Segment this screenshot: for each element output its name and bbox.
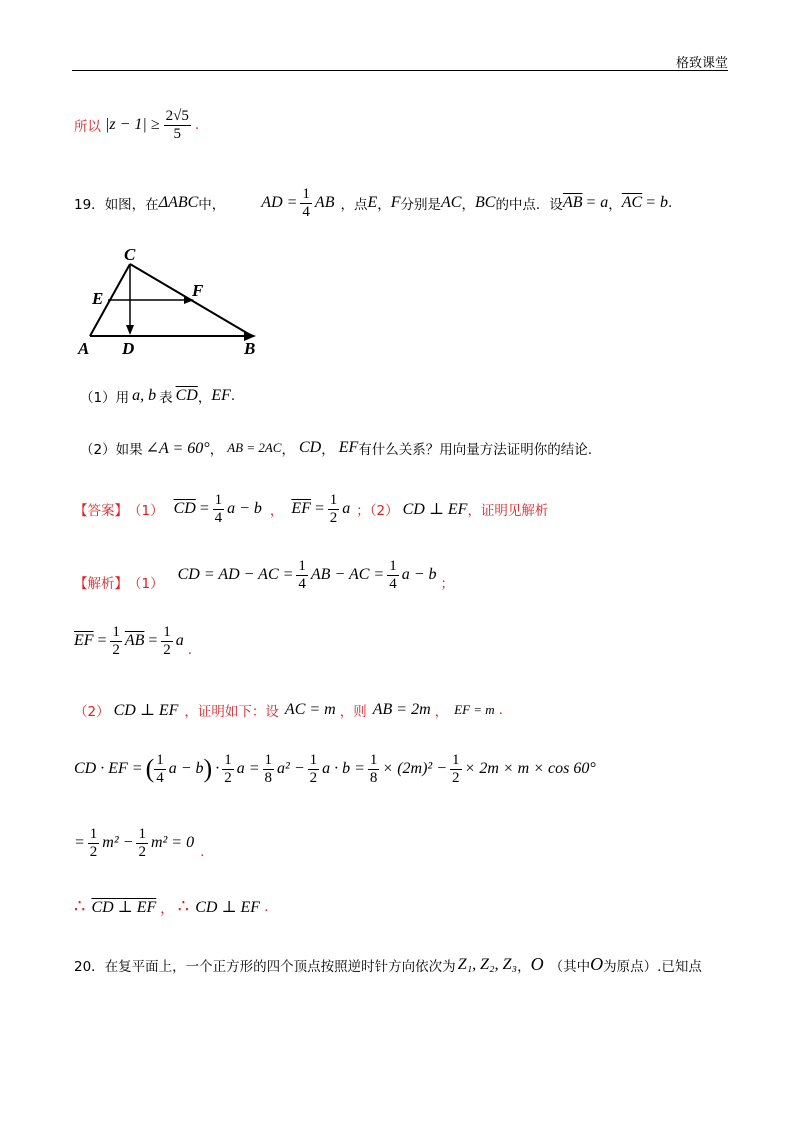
therefore-symbol-2: ∴ — [177, 896, 190, 917]
answer-r1: a − b — [227, 500, 262, 517]
label-d: D — [122, 339, 135, 358]
analysis-l4-frac2 — [222, 752, 234, 786]
analysis-l4-frac3 — [263, 752, 275, 786]
answer-r2: a — [342, 500, 351, 517]
analysis-frac4-num: 1 — [163, 624, 171, 640]
q20-number: 20． — [74, 958, 105, 975]
label-e: E — [92, 289, 104, 308]
answer-comma: ， — [269, 503, 284, 519]
part1-text-3: . — [230, 388, 236, 404]
q19-ac: AC — [441, 194, 462, 211]
answer-frac2-num: 1 — [329, 492, 338, 508]
analysis-t4: . — [498, 702, 503, 718]
analysis-l4e: a² − — [277, 760, 305, 777]
analysis-frac3-den: 2 — [112, 641, 120, 658]
answer-tail: ，证明见解析 — [467, 503, 549, 519]
answer-line — [74, 492, 548, 526]
analysis-l4-frac4 — [308, 752, 320, 786]
analysis-line-1 — [74, 558, 454, 592]
analysis-l4-frac6-den: 2 — [452, 769, 460, 786]
analysis-l4-frac3-den: 8 — [264, 769, 273, 786]
label-b: B — [244, 339, 256, 358]
analysis-l4a: CD · EF = — [74, 760, 143, 777]
q19-text-6: ， — [461, 197, 475, 213]
q20-z-points: Z₁, Z₂, Z₃ — [457, 955, 518, 973]
conclusion-vector: CD ⊥ EF — [91, 898, 157, 916]
paren-open: ( — [145, 754, 155, 783]
prev-prefix: 所以 — [74, 119, 101, 135]
analysis-frac3-num: 1 — [112, 624, 120, 640]
analysis-l4-frac5-num: 1 — [369, 752, 378, 768]
conclusion-mid: ， — [160, 900, 174, 917]
part2-angle: ∠A = 60° — [145, 440, 210, 457]
label-c: C — [124, 245, 136, 264]
analysis-l2-end: . — [187, 642, 192, 658]
header-rule — [72, 70, 728, 71]
analysis-l1-end: ； — [440, 576, 454, 592]
q19-text-4: ， — [377, 197, 391, 213]
analysis-l4d: a = — [236, 760, 260, 777]
part2-text-2: ， — [281, 442, 295, 458]
analysis-frac1 — [296, 558, 308, 592]
q20-statement — [74, 954, 702, 975]
q19-frac-den: 4 — [302, 203, 310, 220]
analysis-l5-frac2-num: 1 — [138, 826, 146, 842]
answer-ef: $\overline{EF}$ — [291, 500, 311, 517]
q19-point-e: E — [367, 194, 378, 211]
analysis-l1c: a − b — [401, 566, 437, 583]
part2-ef: EF — [338, 439, 359, 456]
analysis-frac2-num: 1 — [389, 558, 397, 574]
analysis-frac1-num: 1 — [298, 558, 306, 574]
analysis-l1a: CD = AD − AC = — [177, 566, 294, 583]
answer-tag: 【答案】 — [74, 503, 128, 519]
prev-frac-den: 5 — [173, 125, 181, 142]
analysis-t2: ，则 — [339, 704, 367, 720]
analysis-part1: （1） — [128, 576, 164, 592]
analysis-l4-frac1-num: 1 — [156, 752, 164, 768]
q20-text-4: 为原点）.已知点 — [603, 958, 702, 975]
analysis-l4c: · — [215, 760, 220, 777]
q19-triangle: ΔABC — [158, 194, 199, 211]
answer-eq1: = — [198, 500, 210, 517]
header-brand: 格致课堂 — [675, 56, 728, 71]
q20-text-3: （其中 — [549, 958, 591, 975]
analysis-t1: ，证明如下：设 — [184, 704, 279, 720]
analysis-l4-frac4-den: 2 — [309, 769, 318, 786]
analysis-l4-frac4-num: 1 — [309, 752, 318, 768]
analysis-tag: 【解析】 — [74, 576, 128, 592]
analysis-frac3 — [110, 624, 122, 658]
analysis-ac: AC = m — [284, 701, 336, 718]
analysis-l4-frac2-num: 1 — [224, 752, 232, 768]
prev-conclusion — [74, 108, 199, 142]
q20-text-2: ， — [517, 958, 531, 975]
analysis-line-4 — [74, 752, 596, 786]
label-a: A — [78, 339, 90, 358]
analysis-perp: CD ⊥ EF — [113, 702, 179, 719]
q19-text-8: ， — [608, 197, 622, 213]
q19-vector-ac: $\overline{AC}$ — [621, 194, 643, 211]
analysis-l4-frac6-num: 1 — [452, 752, 460, 768]
q19-number: 19． — [74, 197, 105, 213]
q19-eq-b: = b — [645, 194, 669, 211]
prev-end: . — [194, 117, 200, 133]
analysis-l4-frac5-den: 8 — [369, 769, 378, 786]
conclusion-line: CD ⊥ EF — [195, 898, 261, 916]
analysis-l5a: = — [74, 834, 85, 851]
analysis-l2-a: a — [175, 632, 184, 649]
answer-frac1 — [213, 492, 225, 526]
q19-part1 — [80, 386, 235, 406]
analysis-part2: （2） — [74, 704, 110, 720]
q19-text-1: 如图，在 — [104, 197, 159, 213]
analysis-l4-frac1 — [154, 752, 166, 786]
q19-ab: AB — [314, 194, 335, 211]
answer-semi: ；（2） — [356, 503, 399, 519]
part1-ab: a, b — [132, 387, 157, 404]
analysis-l5-frac1-den: 2 — [89, 843, 98, 860]
analysis-frac2-den: 4 — [389, 575, 397, 592]
answer-frac1-num: 1 — [214, 492, 223, 508]
conclusion-end: . — [264, 898, 269, 915]
part1-label: （1）用 — [80, 390, 130, 406]
answer-eq2: = — [313, 500, 325, 517]
analysis-l5-frac2 — [136, 826, 148, 860]
therefore-symbol-1: ∴ — [74, 896, 86, 917]
analysis-l2-ef: $\overline{EF}$ — [74, 632, 94, 649]
q19-text-5: 分别是 — [400, 197, 442, 213]
part2-text-1: ， — [209, 442, 224, 458]
q19-text-2: 中， — [198, 197, 226, 213]
q19-vector-ab: $\overline{AB}$ — [562, 194, 583, 211]
analysis-line-2 — [74, 624, 192, 658]
q19-ad: AD = — [261, 194, 298, 211]
answer-part1: （1） — [128, 503, 164, 519]
answer-cd: $\overline{CD}$ — [173, 500, 196, 517]
q19-text-9: . — [668, 195, 673, 211]
arrow-cd-head — [126, 325, 134, 335]
analysis-l4-frac1-den: 4 — [156, 769, 164, 786]
answer-frac2-den: 2 — [329, 509, 338, 526]
triangle-figure — [74, 240, 274, 360]
prev-frac-num: 2√5 — [165, 108, 189, 124]
analysis-l4g: × (2m)² − — [382, 760, 448, 777]
q20-text-1: 在复平面上，一个正方形的四个顶点按照逆时针方向依次为 — [104, 958, 456, 975]
analysis-l5-frac2-den: 2 — [138, 843, 146, 860]
analysis-t3: ， — [434, 704, 449, 720]
part1-cd: $\overline{CD}$ — [175, 387, 198, 404]
paren-close: ) — [203, 754, 213, 783]
analysis-l4h: × 2m × m × cos 60° — [464, 760, 596, 777]
analysis-l2-eq2: = — [147, 632, 159, 649]
analysis-frac4 — [161, 624, 173, 658]
q19-text-7: 的中点．设 — [495, 197, 563, 213]
part2-cd: CD — [298, 439, 322, 456]
analysis-l4-frac2-den: 2 — [224, 769, 232, 786]
prev-fraction — [164, 108, 191, 142]
part1-ef: EF — [211, 387, 231, 404]
analysis-l5-frac1-num: 1 — [89, 826, 98, 842]
analysis-frac2 — [387, 558, 399, 592]
q20-origin-2: O — [590, 954, 604, 974]
analysis-efm: EF = m — [454, 702, 495, 717]
q19-part2 — [80, 438, 592, 458]
analysis-frac4-den: 2 — [163, 641, 171, 658]
q19-frac-num: 1 — [302, 186, 310, 202]
analysis-line-5 — [74, 826, 204, 860]
q20-origin-1: O — [530, 954, 544, 974]
analysis-conclusion — [74, 896, 268, 917]
analysis-l5-end: . — [200, 844, 205, 860]
analysis-l4b: a − b — [168, 760, 204, 777]
label-f: F — [192, 281, 204, 300]
answer-frac1-den: 4 — [214, 509, 223, 526]
q19-fraction — [300, 186, 312, 220]
analysis-l5-frac1 — [88, 826, 100, 860]
analysis-l4-frac3-num: 1 — [264, 752, 273, 768]
prev-expr: |z − 1| ≥ — [105, 116, 160, 133]
part2-text-3: ， — [321, 442, 335, 458]
part1-text-1: 表 — [159, 390, 173, 406]
analysis-l4-frac5 — [368, 752, 380, 786]
analysis-abm: AB = 2m — [372, 701, 431, 718]
q19-eq-a: = a — [585, 194, 609, 211]
analysis-frac1-den: 4 — [298, 575, 306, 592]
analysis-l1b: AB − AC = — [310, 566, 385, 583]
part1-text-2: ， — [197, 390, 212, 406]
answer-frac2 — [328, 492, 340, 526]
q19-statement — [74, 186, 672, 220]
part2-label: （2）如果 — [80, 442, 143, 458]
analysis-l2-ab: $\overline{AB}$ — [124, 632, 145, 649]
analysis-l4f: a · b = — [322, 760, 365, 777]
part2-condition: AB = 2AC — [227, 440, 282, 455]
analysis-l2-eq: = — [96, 632, 108, 649]
analysis-l5b: m² − — [102, 834, 134, 851]
q19-text-3: ，点 — [340, 197, 368, 213]
answer-perp: CD ⊥ EF — [402, 501, 468, 518]
analysis-l4-frac6 — [450, 752, 462, 786]
q19-point-f: F — [390, 194, 401, 211]
q19-bc: BC — [474, 194, 496, 211]
analysis-l5c: m² = 0 — [150, 834, 195, 851]
part2-text-4: 有什么关系？用向量方法证明你的结论. — [358, 442, 593, 458]
analysis-line-3 — [74, 700, 503, 720]
